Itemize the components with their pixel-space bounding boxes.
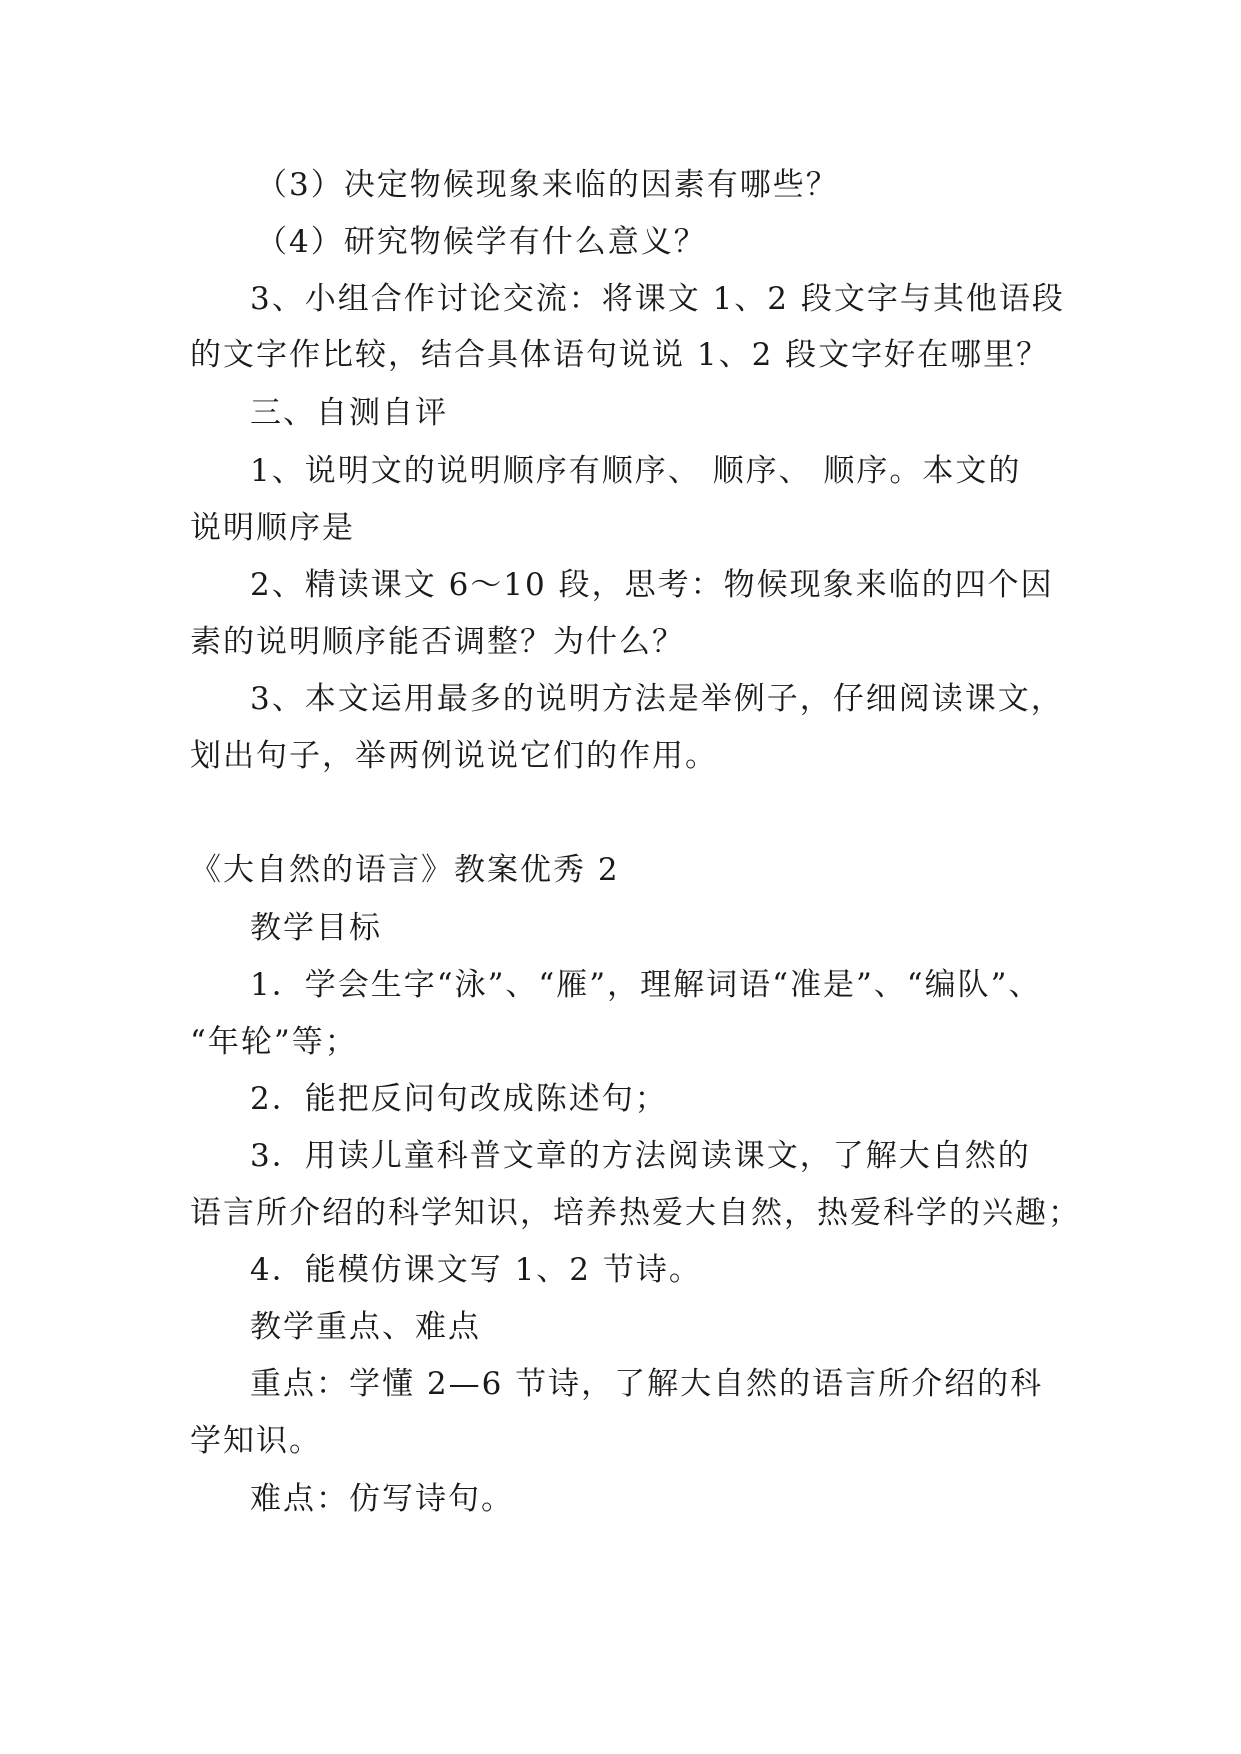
text-line: （4）研究物候学有什么意义？ bbox=[256, 224, 707, 260]
text-line: 划出句子，举两例说说它们的作用。 bbox=[190, 738, 718, 774]
text-line: 2．能把反问句改成陈述句； bbox=[250, 1081, 668, 1117]
text-line: 学知识。 bbox=[190, 1423, 322, 1459]
text-line: 4．能模仿课文写 1、2 节诗。 bbox=[250, 1252, 702, 1288]
text-line: 语言所介绍的科学知识，培养热爱大自然，热爱科学的兴趣； bbox=[190, 1195, 1081, 1231]
text-line: 的文字作比较，结合具体语句说说 1、2 段文字好在哪里？ bbox=[190, 337, 1050, 373]
text-line: 3、小组合作讨论交流：将课文 1、2 段文字与其他语段 bbox=[250, 281, 1065, 317]
document-title: 《大自然的语言》教案优秀 2 bbox=[190, 852, 620, 888]
section-heading: 教学目标 bbox=[250, 910, 382, 946]
text-line: 1、说明文的说明顺序有顺序、 顺序、 顺序。本文的 bbox=[250, 453, 1022, 489]
text-line: 2、精读课文 6～10 段，思考：物候现象来临的四个因 bbox=[250, 567, 1054, 603]
text-line: 难点：仿写诗句。 bbox=[250, 1481, 514, 1517]
section-heading: 三、自测自评 bbox=[250, 395, 448, 431]
text-line: 3．用读儿童科普文章的方法阅读课文，了解大自然的 bbox=[250, 1138, 1031, 1174]
text-line: （3）决定物候现象来临的因素有哪些？ bbox=[256, 167, 839, 203]
text-line: “年轮”等； bbox=[190, 1024, 358, 1060]
text-line: 重点：学懂 2—6 节诗，了解大自然的语言所介绍的科 bbox=[250, 1366, 1044, 1402]
text-line: 3、本文运用最多的说明方法是举例子，仔细阅读课文， bbox=[250, 681, 1064, 717]
text-line: 素的说明顺序能否调整？为什么？ bbox=[190, 624, 685, 660]
text-line: 1．学会生字“泳”、“雁”，理解词语“准是”、“编队”、 bbox=[250, 967, 1042, 1003]
section-heading: 教学重点、难点 bbox=[250, 1309, 481, 1345]
text-line: 说明顺序是 bbox=[190, 510, 355, 546]
